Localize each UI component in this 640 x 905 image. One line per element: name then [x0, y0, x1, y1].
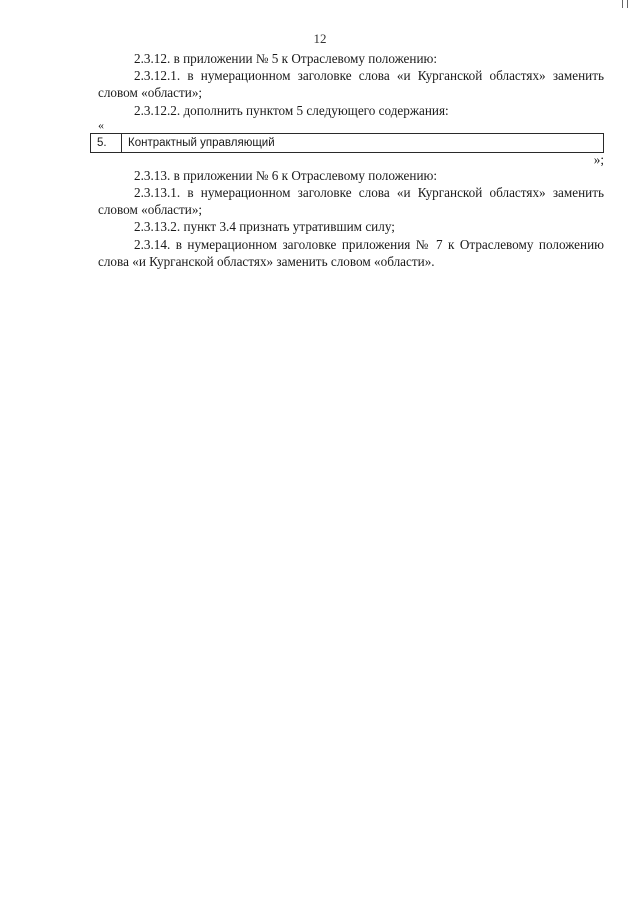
table-row	[91, 133, 604, 152]
document-body	[98, 50, 604, 270]
scan-margin-mark	[622, 0, 628, 8]
paragraph-2-3-14: 2.3.14. в нумерационном заголовке приложения № 7 к Отраслевому положению слова «и Курганской областях» заменить словом «области».	[98, 236, 604, 269]
inserted-table	[90, 133, 604, 153]
paragraph-2-3-12-2: 2.3.12.2. дополнить пунктом 5 следующего содержания:	[134, 102, 449, 118]
table-cell-text: Контрактный управляющий	[122, 133, 604, 152]
paragraph-2-3-12: 2.3.12. в приложении № 5 к Отраслевому положению:	[134, 51, 438, 66]
table-cell-number: 5.	[91, 133, 122, 152]
paragraph-2-3-13-2: 2.3.13.2. пункт 3.4 признать утратившим силу;	[134, 219, 395, 235]
paragraph-2-3-13-1: 2.3.13.1. в нумерационном заголовке слова «и Курганской областях» заменить словом «области»;	[98, 185, 604, 218]
closing-quote: »;	[593, 151, 604, 167]
opening-quote: «	[98, 117, 104, 132]
page-number: 12	[313, 31, 327, 46]
paragraph-2-3-13: 2.3.13. в приложении № 6 к Отраслевому положению:	[134, 167, 438, 183]
paragraph-2-3-12-1: 2.3.12.1. в нумерационном заголовке слова «и Курганской областях» заменить словом «области»;	[98, 68, 604, 101]
